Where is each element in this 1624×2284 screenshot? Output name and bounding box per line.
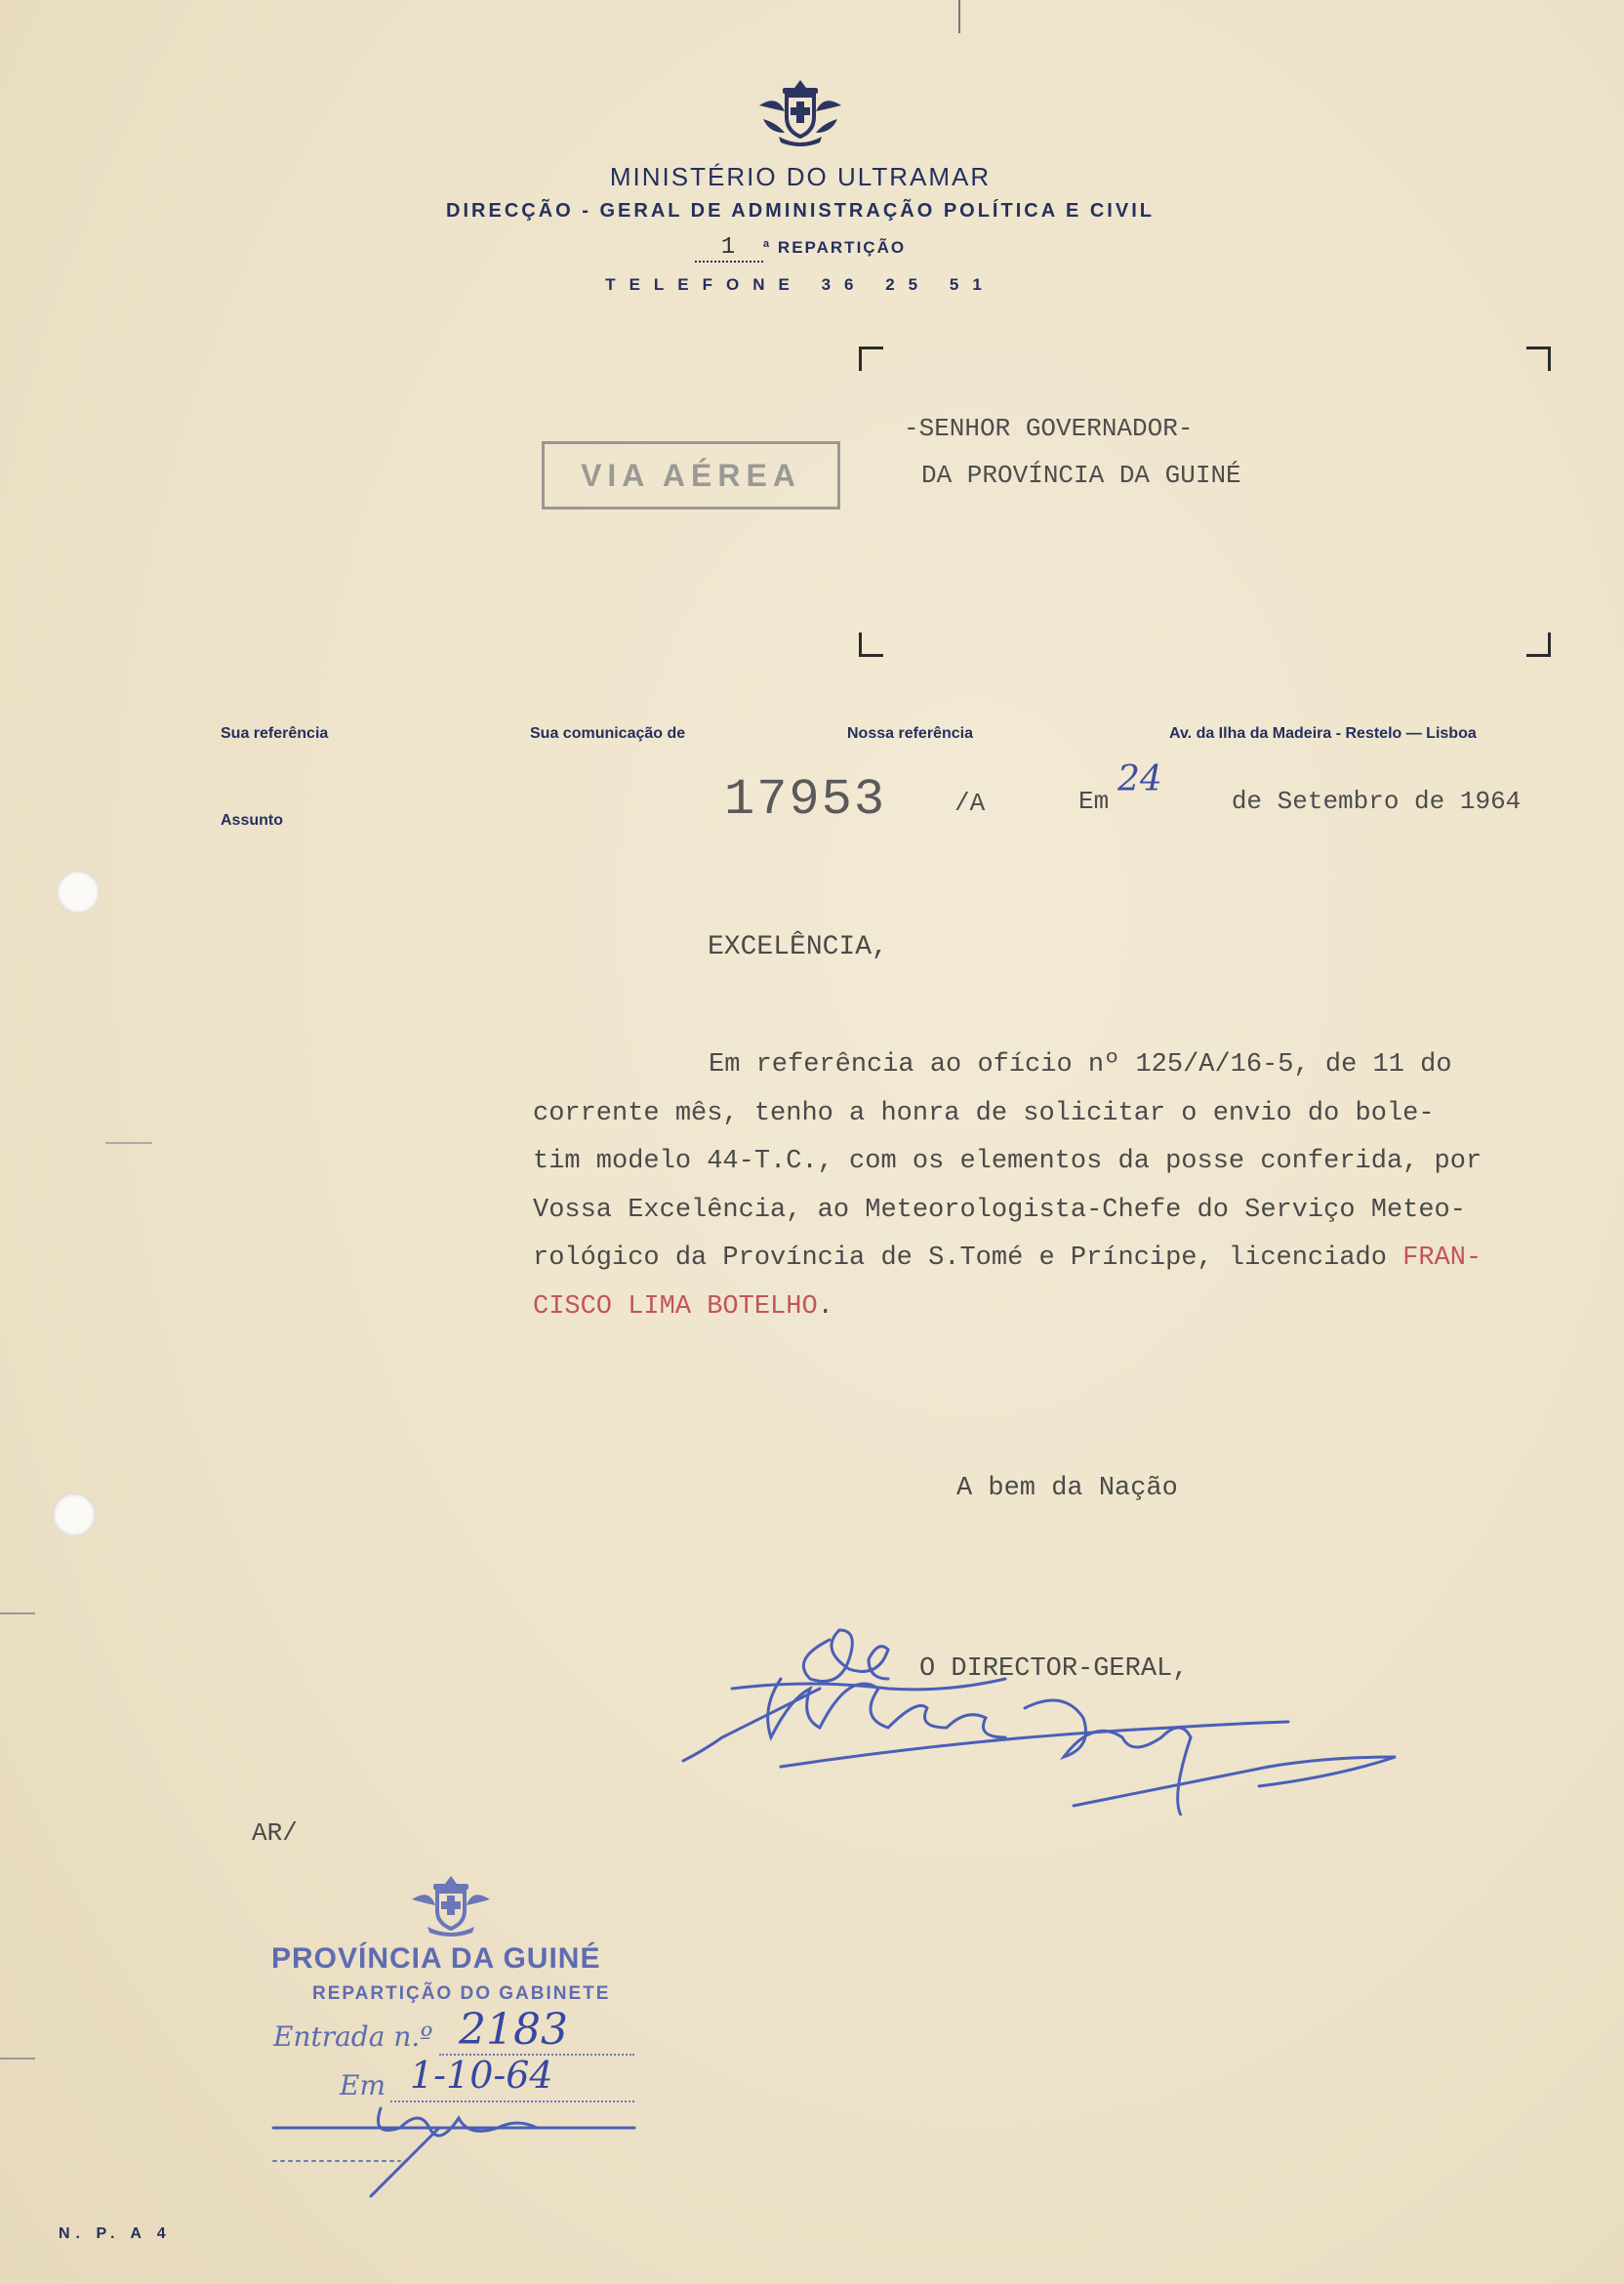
typist-initials: AR/ <box>252 1818 298 1848</box>
repartition <box>586 234 1015 263</box>
form-code: N. P. A 4 <box>59 2225 172 2242</box>
entry-stamp-initials <box>264 2089 654 2206</box>
entry-number-label: Entrada n.º <box>273 2020 433 2053</box>
signatory-title: O DIRECTOR-GERAL, <box>919 1654 1189 1684</box>
handwritten-signature <box>673 1581 1454 1815</box>
reference-suffix: /A <box>954 789 986 818</box>
salutation: EXCELÊNCIA, <box>708 932 888 962</box>
fold-mark-2 <box>0 2058 35 2060</box>
body-line-5-text: rológico da Província de S.Tomé e Príncipe, licenciado <box>533 1244 1403 1274</box>
entry-stamp-title: PROVÍNCIA DA GUINÉ <box>271 1942 601 1975</box>
body-line-6-end: . <box>817 1291 833 1322</box>
address-corner-top-left <box>859 347 883 371</box>
entry-stamp-subtitle: REPARTIÇÃO DO GABINETE <box>312 1983 611 2004</box>
direccao-geral: DIRECÇÃO - GERAL DE ADMINISTRAÇÃO POLÍTICA E CIVIL <box>446 200 1155 222</box>
repartition-label: ª REPARTIÇÃO <box>762 238 907 257</box>
body-line-2: corrente mês, tenho a honra de solicitar o envio do bole- <box>533 1098 1435 1128</box>
entry-date-label: Em <box>340 2069 386 2101</box>
sua-referencia-label: Sua referência <box>221 725 329 742</box>
via-aerea-stamp: VIA AÉREA <box>542 441 840 510</box>
body-line-5 <box>533 1235 1606 1284</box>
fold-mark-3 <box>105 1142 152 1144</box>
date-prefix: Em <box>1078 787 1110 816</box>
letter-body <box>533 1041 1606 1332</box>
address-corner-top-right <box>1526 347 1551 371</box>
ministry-name: MINISTÉRIO DO ULTRAMAR <box>609 162 992 191</box>
coat-of-arms-icon <box>753 76 847 148</box>
sua-comunicacao-label: Sua comunicação de <box>530 725 686 742</box>
nossa-referencia-label: Nossa referência <box>847 725 973 742</box>
punch-hole-top <box>57 871 100 914</box>
entry-date-value: 1-10-64 <box>410 2054 553 2097</box>
body-line-3: tim modelo 44-T.C., com os elementos da posse conferida, por <box>533 1147 1482 1177</box>
fold-mark-1 <box>0 1612 35 1614</box>
body-line-5-name: FRAN- <box>1402 1244 1482 1274</box>
addressee-line-1: -SENHOR GOVERNADOR- <box>904 414 1194 443</box>
body-line-6-name: CISCO LIMA BOTELHO <box>533 1291 818 1322</box>
body-line-6 <box>533 1284 1606 1332</box>
address-corner-bottom-left <box>859 632 883 657</box>
closing-formula: A bem da Nação <box>956 1474 1178 1503</box>
province-crest-icon <box>406 1874 496 1938</box>
assunto-label: Assunto <box>221 812 283 829</box>
entry-number-value: 2183 <box>459 2005 568 2055</box>
body-line-1: Em referência ao ofício nº 125/A/16-5, de 11 do <box>709 1050 1452 1080</box>
telephone: TELEFONE 36 25 51 <box>605 275 995 294</box>
office-address: Av. da Ilha da Madeira - Restelo — Lisboa <box>1169 725 1477 742</box>
body-line-4: Vossa Excelência, ao Meteorologista-Chefe do Serviço Meteo- <box>533 1195 1466 1225</box>
address-corner-bottom-right <box>1526 632 1551 657</box>
date-day-handwritten: 24 <box>1117 759 1162 799</box>
reference-number: 17953 <box>724 771 887 829</box>
letter-date <box>1078 759 1522 816</box>
punch-hole-bottom <box>53 1493 96 1536</box>
top-edge-mark <box>958 0 960 33</box>
date-rest: de Setembro de 1964 <box>1231 787 1522 816</box>
addressee-line-2: DA PROVÍNCIA DA GUINÉ <box>921 461 1241 490</box>
repartition-number: 1 <box>695 234 763 263</box>
